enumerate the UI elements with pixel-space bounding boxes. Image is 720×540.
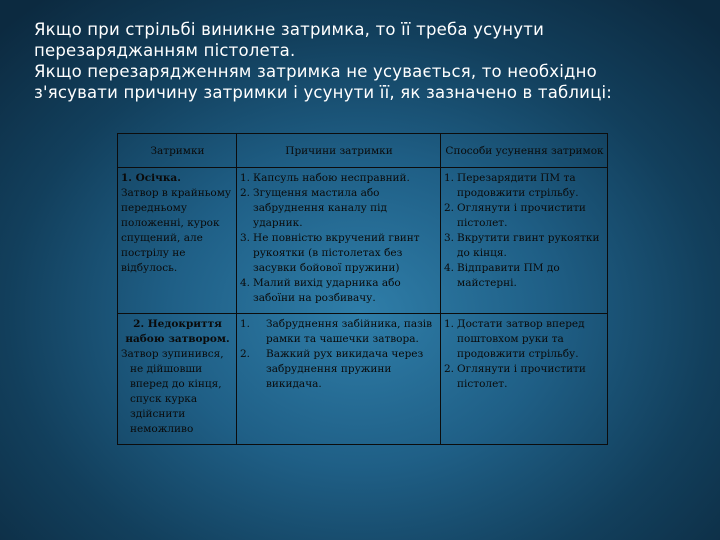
remedy-item: 4. Відправити ПМ до майстерні.	[444, 262, 560, 289]
heading-line-1: Якщо при стрільбі виникне затримка, то її треба усунути	[34, 20, 544, 39]
heading-line-3: Якщо перезарядженням затримка не усувається, то необхідно	[34, 62, 597, 81]
remedy-item: 2. Оглянути і прочистити пістолет.	[444, 363, 586, 390]
malfunction-title: 1. Осічка.	[121, 172, 181, 184]
cause-item: 3. Не повністю вкручений гвинт рукоятки (в пістолетах без засувки бойової пружини)	[240, 232, 420, 274]
remedy-item: 2. Оглянути і прочистити пістолет.	[444, 202, 586, 229]
header-causes: Причини затримки	[237, 134, 441, 168]
malfunction-description: Затвор зупинився, не дійшовши вперед до кінця, спуск курка здійснити неможливо	[121, 348, 224, 435]
header-remedies: Способи усунення затримок	[441, 134, 608, 168]
cause-item: 1. Капсуль набою несправний.	[240, 172, 410, 184]
causes-cell	[237, 314, 441, 445]
malfunction-title: 2. Недокриття набою затвором.	[125, 318, 230, 345]
remedies-cell	[441, 314, 608, 445]
remedy-item: 1. Перезарядити ПМ та продовжити стрільбу.	[444, 172, 579, 199]
table-row	[118, 168, 608, 314]
remedies-cell	[441, 168, 608, 314]
malfunction-cell	[118, 314, 237, 445]
heading-line-2: перезаряджанням пістолета.	[34, 41, 296, 60]
malfunction-cell	[118, 168, 237, 314]
table-row	[118, 314, 608, 445]
cause-item: 2. Важкий рух викидача через забруднення пружини викидача.	[240, 348, 424, 390]
heading-line-4: з'ясувати причину затримки і усунути її, як зазначено в таблиці:	[34, 83, 613, 102]
causes-cell	[237, 168, 441, 314]
cause-item: 4. Малий вихід ударника або забоїни на розбивачу.	[240, 277, 401, 304]
remedy-item: 1. Достати затвор вперед поштовхом руки та продовжити стрільбу.	[444, 318, 585, 360]
slide-heading	[34, 19, 694, 103]
cause-item: 2. Згущення мастила або забруднення каналу під ударник.	[240, 187, 387, 229]
table-header-row	[118, 134, 608, 168]
malfunction-table	[117, 133, 608, 445]
malfunction-description: Затвор в крайньому передньому положенні, курок спущений, але пострілу не відбулось.	[121, 187, 232, 274]
cause-item: 1. Забруднення забійника, пазів рамки та чашечки затвора.	[240, 318, 433, 345]
remedy-item: 3. Вкрутити гвинт рукоятки до кінця.	[444, 232, 600, 259]
header-malfunctions: Затримки	[118, 134, 237, 168]
